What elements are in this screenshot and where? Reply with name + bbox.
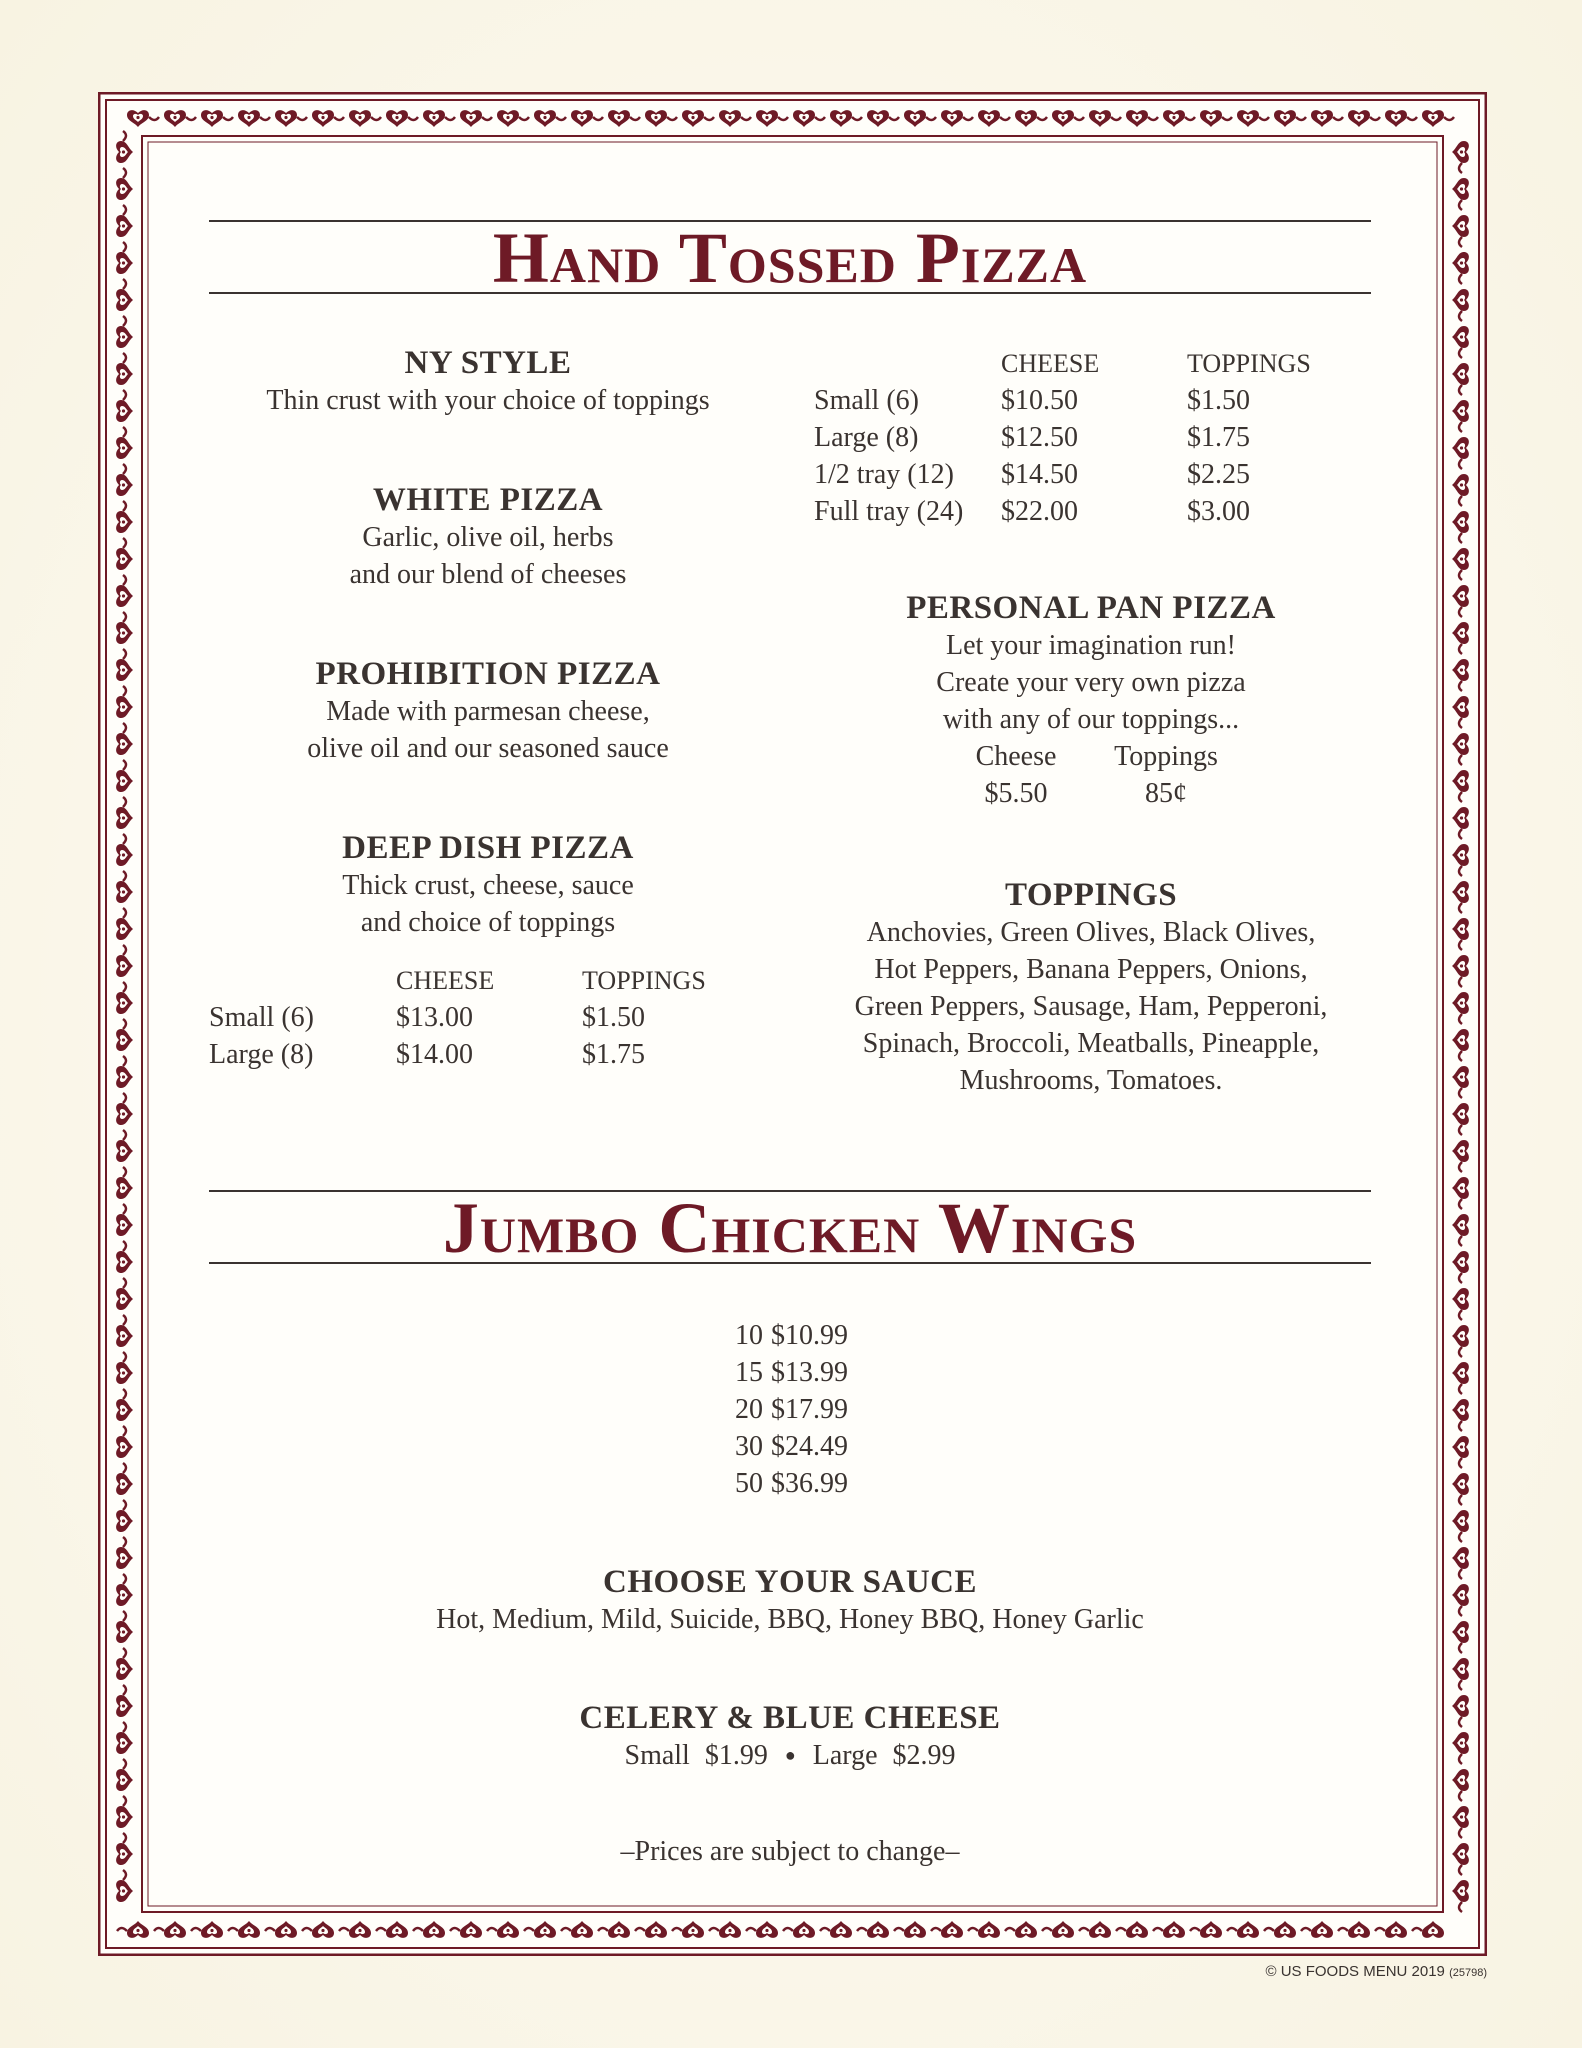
toppings-price: $2.25 [1187, 459, 1250, 490]
sauce-item [209, 1563, 1371, 1638]
size-label: Small (6) [209, 1002, 314, 1033]
hand-tossed-col-cheese: CHEESE [1001, 349, 1100, 378]
toppings-price: $1.75 [1187, 422, 1250, 453]
cheese-price: $14.00 [396, 1039, 473, 1070]
celery-prices [209, 1737, 1371, 1774]
personal-pan-pizza-name: PERSONAL PAN PIZZA [906, 590, 1276, 626]
menu-frame [98, 92, 1487, 1956]
personal-pan-toppings-price: 85¢ [1145, 778, 1187, 809]
celery-small-price: $1.99 [704, 1740, 768, 1771]
cheese-price: $10.50 [1001, 385, 1078, 416]
size-label: Large (8) [814, 422, 919, 453]
personal-pan-desc-line2: Create your very own pizza [936, 667, 1246, 698]
ny-style-item [218, 344, 758, 419]
wing-price: $24.49 [771, 1431, 848, 1462]
pizza-section-title: Hand Tossed Pizza [492, 218, 1088, 298]
price-change-note: –Prices are subject to change– [620, 1836, 960, 1867]
toppings-line: Hot Peppers, Banana Peppers, Onions, [874, 954, 1308, 985]
wings-section-title: Jumbo Chicken Wings [442, 1188, 1138, 1268]
white-pizza-item [218, 481, 758, 593]
personal-pan-cheese-price: $5.50 [984, 778, 1048, 809]
wing-price: $10.99 [771, 1320, 848, 1351]
deep-dish-pizza-desc-line1: Thick crust, cheese, sauce [342, 870, 634, 901]
ny-style-name: NY STYLE [404, 345, 572, 381]
toppings-heading: TOPPINGS [1004, 877, 1178, 913]
deep-dish-col-toppings: TOPPINGS [582, 966, 706, 995]
deep-dish-col-cheese: CHEESE [396, 966, 495, 995]
hand-tossed-price-table [814, 345, 1311, 530]
celery-large-price: $2.99 [892, 1740, 956, 1771]
toppings-price: $3.00 [1187, 496, 1250, 527]
toppings-price: $1.50 [1187, 385, 1250, 416]
white-pizza-desc-line2: and our blend of cheeses [349, 559, 627, 590]
toppings-line: Anchovies, Green Olives, Black Olives, [866, 917, 1316, 948]
wing-count: 30 [735, 1431, 763, 1462]
cheese-price: $12.50 [1001, 422, 1078, 453]
wings-title-rule-bottom [209, 1262, 1371, 1264]
white-pizza-desc-line1: Garlic, olive oil, herbs [362, 522, 614, 553]
white-pizza-name: WHITE PIZZA [372, 482, 604, 518]
deep-dish-pizza-name: DEEP DISH PIZZA [342, 830, 634, 866]
copyright-text: © US FOODS MENU 2019 [1265, 1963, 1445, 1980]
table-row [718, 1354, 848, 1391]
wing-count: 50 [735, 1468, 763, 1499]
sauce-heading: CHOOSE YOUR SAUCE [603, 1564, 977, 1600]
wing-price: $36.99 [771, 1468, 848, 1499]
celery-heading: CELERY & BLUE CHEESE [579, 1700, 1001, 1736]
table-row [814, 493, 1311, 530]
size-label: Full tray (24) [814, 496, 964, 527]
toppings-price: $1.75 [582, 1039, 645, 1070]
celery-small-label: Small [624, 1740, 690, 1771]
table-row [718, 1465, 848, 1502]
toppings-price: $1.50 [582, 1002, 645, 1033]
table-row [814, 382, 1311, 419]
table-row [718, 1391, 848, 1428]
pizza-title-rule-bottom [209, 292, 1371, 294]
celery-item [209, 1699, 1371, 1774]
table-row [718, 1428, 848, 1465]
table-row [209, 1036, 706, 1073]
table-row [814, 456, 1311, 493]
wing-count: 20 [735, 1394, 763, 1425]
deep-dish-pizza-item [218, 829, 758, 941]
toppings-line: Mushrooms, Tomatoes. [959, 1065, 1223, 1096]
size-label: Small (6) [814, 385, 919, 416]
ny-style-desc: Thin crust with your choice of toppings [266, 385, 710, 416]
prohibition-pizza-desc-line1: Made with parmesan cheese, [326, 696, 650, 727]
personal-pan-desc-line1: Let your imagination run! [945, 630, 1237, 661]
wings-price-table [718, 1317, 848, 1502]
cheese-price: $14.50 [1001, 459, 1078, 490]
table-row [814, 419, 1311, 456]
wing-count: 15 [735, 1357, 763, 1388]
toppings-line: Green Peppers, Sausage, Ham, Pepperoni, [854, 991, 1328, 1022]
copyright-notice [1265, 1963, 1487, 1980]
cheese-price: $13.00 [396, 1002, 473, 1033]
prohibition-pizza-item [218, 655, 758, 767]
personal-pan-desc-line3: with any of our toppings... [942, 704, 1240, 735]
prohibition-pizza-desc-line2: olive oil and our seasoned sauce [307, 733, 669, 764]
table-row [718, 1317, 848, 1354]
toppings-line: Spinach, Broccoli, Meatballs, Pineapple, [862, 1028, 1320, 1059]
personal-pan-pizza-item [821, 589, 1361, 812]
toppings-list [791, 876, 1391, 1099]
prohibition-pizza-name: PROHIBITION PIZZA [315, 656, 661, 692]
celery-large-label: Large [812, 1740, 878, 1771]
wing-price: $13.99 [771, 1357, 848, 1388]
deep-dish-pizza-desc-line2: and choice of toppings [360, 907, 616, 938]
bullet-separator: ● [784, 1745, 796, 1765]
menu-code: (25798) [1449, 1967, 1487, 1979]
cheese-price: $22.00 [1001, 496, 1078, 527]
size-label: 1/2 tray (12) [814, 459, 954, 490]
size-label: Large (8) [209, 1039, 314, 1070]
wing-count: 10 [735, 1320, 763, 1351]
personal-pan-col-cheese: Cheese [975, 741, 1057, 772]
deep-dish-price-table [209, 962, 706, 1073]
personal-pan-col-toppings: Toppings [1114, 741, 1218, 772]
wing-price: $17.99 [771, 1394, 848, 1425]
sauce-options: Hot, Medium, Mild, Suicide, BBQ, Honey BBQ, Honey Garlic [436, 1604, 1144, 1635]
table-row [209, 999, 706, 1036]
hand-tossed-col-toppings: TOPPINGS [1187, 349, 1311, 378]
